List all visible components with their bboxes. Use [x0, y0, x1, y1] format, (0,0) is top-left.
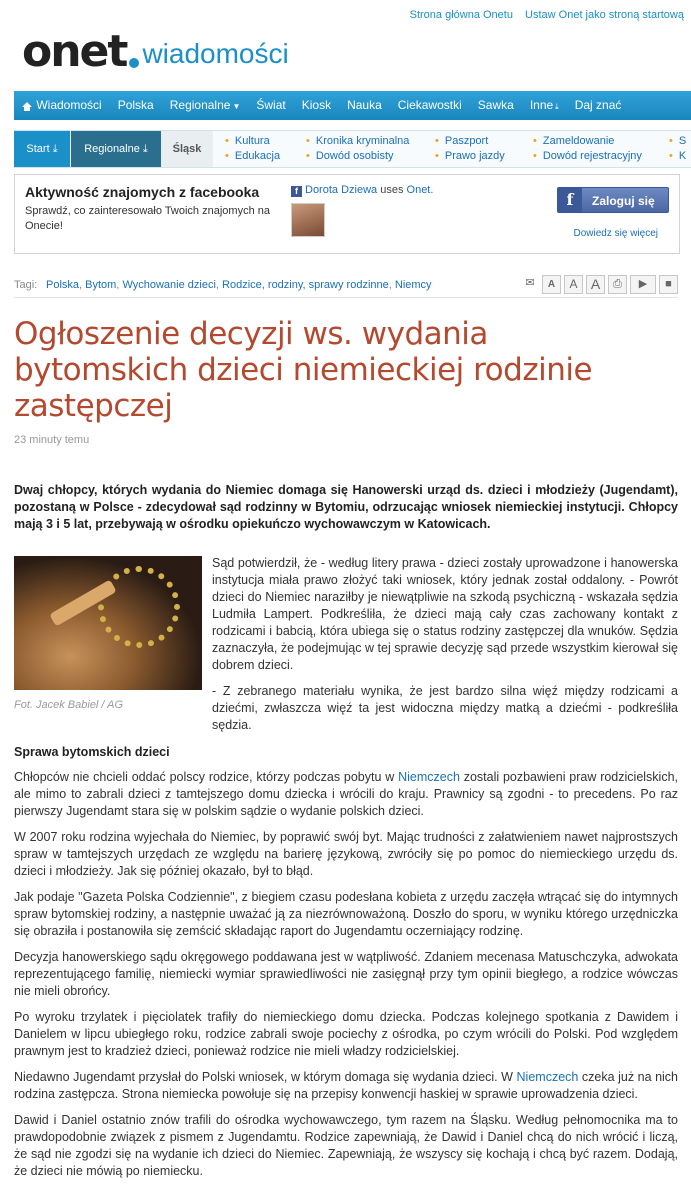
font-small-button[interactable]: A [542, 275, 561, 294]
subnav-link-dowod-osobisty[interactable]: • Dowód osobisty [306, 149, 409, 164]
subnav-link-kultura[interactable]: • Kultura [225, 134, 280, 149]
article-title: Ogłoszenie decyzji ws. wydania bytomskich dzieci niemieckiej rodzinie zastępczej [14, 316, 593, 424]
subnav-link-cut-2[interactable]: • K [669, 149, 686, 164]
nav-item-nauka[interactable]: Nauka [347, 98, 382, 112]
font-large-button[interactable]: A [586, 275, 605, 294]
arrow-down-icon: ⤓ [142, 143, 148, 155]
article-subtitle: Sprawa bytomskich dzieci [14, 745, 170, 759]
facebook-logo-icon: f [558, 188, 582, 212]
nav-item-regionalne[interactable]: Regionalne ▼ [169, 98, 241, 112]
caret-down-icon: ▼ [232, 102, 241, 111]
tags-bar [14, 275, 678, 298]
nav-item-inne[interactable]: Inne ⤓ [529, 98, 559, 112]
subnav-link-kronika[interactable]: • Kronika kryminalna [306, 134, 409, 149]
tab-slask[interactable]: Śląsk [161, 131, 213, 167]
nav-item-daj-znac[interactable]: Daj znać [574, 98, 622, 112]
tags-list: Polska, Bytom, Wychowanie dzieci, Rodzice, rodziny, sprawy rodzinne, Niemcy [46, 279, 432, 291]
subnav-link-zameldowanie[interactable]: • Zameldowanie [533, 134, 642, 149]
article-body [14, 769, 678, 1189]
font-medium-button[interactable]: A [564, 275, 583, 294]
tag-link[interactable]: Niemcy [394, 279, 432, 291]
tag-link[interactable]: Polska [46, 279, 80, 291]
logo-section: wiadomości [142, 38, 289, 69]
paragraph: W 2007 roku rodzina wyjechała do Niemiec, by poprawić swój byt. Mając trudności z załatwieniem nawet najprostszych spraw w tamtejszych urzędach ze względu na barierę językową, zwróciły się po pomoc do niemieckiego urzędu ds. dzieci i młodzieży. Jak się później okazało, był to błąd. [14, 830, 678, 878]
article-body-side [212, 555, 678, 743]
subnav-link-dowod-rejestracyjny[interactable]: • Dowód rejestracyjny [533, 149, 642, 164]
paragraph: Chłopców nie chcieli oddać polscy rodzice, którzy podczas pobytu w Niemczech zostali pozbawieni praw rodzicielskich, ale mimo to zabrali dzieci z tamtejszego domu dziecka i wrócili do kraju. Prawnicy są zgodni - to precedens. Po raz pierwszy Jugendamt stara się w polskim sądzie o wydanie polskich dzieci. [14, 770, 678, 818]
paragraph: Decyzja hanowerskiego sądu okręgowego poddawana jest w wątpliwość. Zdaniem mecenasa Matuschczyka, adwokata reprezentującego familię, niemiecki wymiar sprawiedliwości nie zasięgnął przy tym opinii biegłego, a rodzice wówczas nie mieli obrońcy. [14, 950, 678, 998]
facebook-box-title: Aktywność znajomych z facebooka [25, 184, 260, 200]
arrow-down-icon: ⤓ [555, 102, 559, 111]
print-icon[interactable]: ⎙ [608, 275, 627, 294]
learn-more-link[interactable]: Dowiedz się więcej [573, 228, 658, 239]
nav-item-sawka[interactable]: Sawka [477, 98, 514, 112]
subnav-col-4 [533, 134, 642, 164]
facebook-activity-box [14, 174, 680, 254]
friend-site-link[interactable]: Onet. [406, 184, 434, 196]
article-photo[interactable] [14, 556, 202, 690]
chain-decoration [98, 566, 180, 648]
paragraph: Niedawno Jugendamt przysłał do Polski wniosek, w którym domaga się wydania dzieci. W Niemczech czeka już na nich rodzina zastępcza. Strona niemiecka powołuje się na przepisy konwencji haskiej w sprawie uprowadzenia dzieci. [14, 1070, 679, 1101]
facebook-box-desc: Sprawdź, co zainteresowało Twoich znajomych na Onecie! [25, 205, 270, 232]
tag-link[interactable]: Rodzice, rodziny, sprawy rodzinne [222, 279, 389, 291]
facebook-icon: f [291, 186, 302, 197]
photo-caption: Fot. Jacek Babiel / AG [14, 699, 124, 711]
homepage-link[interactable]: Strona główna Onetu [409, 9, 513, 21]
paragraph: Jak podaje "Gazeta Polska Codziennie", z biegiem czasu podesłana kobieta z urzędu zaczęła wtrącać się do intymnych spraw bytomskiej rodziny, a następnie uważać ją za niezrównoważoną. Doszło do sporu, w wyniku którego urzędniczka się obraziła i postanowiła się zemścić składając raport do Jugendamtu oczerniający rodzinę. [14, 890, 678, 938]
set-homepage-link[interactable]: Ustaw Onet jako stroną startową [525, 9, 684, 21]
tab-start[interactable]: Start ⤓ [14, 131, 70, 167]
logo-dot [129, 58, 139, 68]
avatar[interactable] [291, 203, 325, 237]
stop-icon[interactable]: ■ [659, 275, 678, 294]
subnav-link-paszport[interactable]: • Paszport [435, 134, 505, 149]
facebook-friend: f Dorota Dziewa uses Onet. [291, 184, 433, 197]
main-nav [14, 91, 691, 120]
tags-label: Tagi: [14, 279, 38, 291]
paragraph: Dawid i Daniel ostatnio znów trafili do ośrodka wychowawczego, tym razem na Śląsku. Według pełnomocnika ma to prawdopodobnie związek z pismem z Jugendamtu. Rodzice zapewniają, że Dawid i Daniel chcą do nich wrócić i liczą, że sąd nie zgodzi się na wydanie ich dzieci do Niemiec. Zapewniają, że wszyscy się kochają i chcą być razem. Dodają, że dzieci nie mówią po niemiecku. [14, 1113, 678, 1178]
tag-link[interactable]: Bytom [85, 279, 117, 291]
logo-onet: onet [22, 26, 127, 77]
arrow-down-icon: ⤓ [52, 143, 58, 155]
play-icon[interactable]: ▶ [630, 275, 656, 294]
mail-icon[interactable]: ✉ [525, 277, 535, 289]
inline-link-niemczech[interactable]: Niemczech [398, 770, 460, 784]
friend-name-link[interactable]: Dorota Dziewa [305, 184, 378, 196]
subnav-link-cut-1[interactable]: • S [669, 134, 686, 149]
nav-item-wiadomosci[interactable]: Wiadomości [14, 91, 110, 120]
subnav-link-prawo-jazdy[interactable]: • Prawo jazdy [435, 149, 505, 164]
article-time: 23 minuty temu [14, 434, 90, 446]
nav-item-ciekawostki[interactable]: Ciekawostki [397, 98, 462, 112]
sub-nav [14, 130, 691, 168]
nav-item-kiosk[interactable]: Kiosk [301, 98, 332, 112]
nav-item-swiat[interactable]: Świat [256, 98, 286, 112]
tag-link[interactable]: Wychowanie dzieci [122, 279, 216, 291]
article-tools [521, 275, 678, 294]
article-lead: Dwaj chłopcy, których wydania do Niemiec domaga się Hanowerski urząd ds. dzieci i młodzieży (Jugendamt), pozostaną w Polsce - zdecydował sąd rodzinny w Bytomiu, odrzucając wniosek niemieckiej instytucji. Chłopcy mają 3 i 5 lat, przebywają w ośrodku opiekuńczo wychowawczym w Katowicach. [14, 483, 678, 531]
site-logo[interactable] [22, 26, 289, 77]
subnav-col-2 [306, 134, 409, 164]
tab-regionalne[interactable]: Regionalne ⤓ [71, 131, 161, 167]
inline-link-niemczech[interactable]: Niemczech [516, 1070, 579, 1084]
top-links [401, 9, 684, 21]
home-icon [22, 102, 32, 107]
facebook-login-button[interactable]: f Zaloguj się [557, 187, 669, 213]
subnav-col-5 [669, 134, 686, 164]
subnav-link-edukacja[interactable]: • Edukacja [225, 149, 280, 164]
paragraph: Sąd potwierdził, że - według litery prawa - dzieci zostały uprowadzone i hanowerska instytucja miała prawo złożyć taki wniosek, który jednak został oddalony. - Powrót dzieci do Niemiec naraziłby je niewątpliwie na szkodą psychiczną - wskazała sędzia Ludmiła Lampert. Podkreśliła, że dzieci mają cały czas zachowany kontakt z rodzicami i babcią, która ubiega się o status rodziny zastępczej dla wnuków. Sędzia zaznaczyła, że podejmując w tej sprawie decyzję sąd przede wszystkim kierował się dobrem dzieci. [212, 556, 678, 672]
subnav-col-1 [225, 134, 280, 164]
subnav-col-3 [435, 134, 505, 164]
paragraph: - Z zebranego materiału wynika, że jest bardzo silna więź między rodzicami a dziećmi, zwłaszcza więź ta jest widoczna między matką a dziećmi - podkreśliła sędzia. [212, 684, 678, 732]
nav-item-polska[interactable]: Polska [117, 98, 154, 112]
paragraph: Po wyroku trzylatek i pięciolatek trafiły do niemieckiego domu dziecka. Podczas kolejnego spotkania z Dawidem i Danielem w lipcu ubiegłego roku, rodzice zabrali swoje pociechy z ośrodka, po czym wrócili do Polski. Pod względem prawnym jest to kradzież dzieci, ponieważ rodzice nie mieli władzy rodzicielskiej. [14, 1010, 678, 1058]
